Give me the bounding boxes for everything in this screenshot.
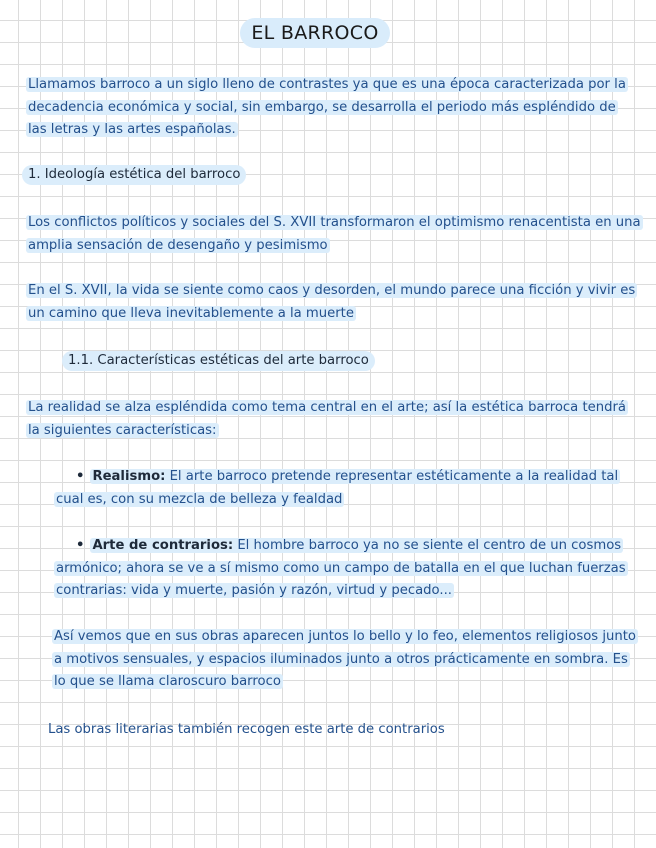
section-heading-ideologia: 1. Ideología estética del barroco (22, 165, 246, 185)
bullet-realismo (54, 466, 634, 511)
bullet-dot-icon: • (76, 469, 85, 484)
bullet-term: Realismo: (92, 469, 166, 484)
subsection-paragraph2 (52, 626, 636, 694)
subsection-paragraph-text: La realidad se alza espléndida como tema central en el arte; así la estética barroca tendrá la siguientes características: (28, 400, 626, 438)
section1-paragraph2-text: En el S. XVII, la vida se siente como caos y desorden, el mundo parece una ficción y vivir es un camino que lleva inevitablemente a la muerte (28, 283, 636, 321)
subsection-paragraph2-text: Así vemos que en sus obras aparecen juntos lo bello y lo feo, elementos religiosos junto a motivos sensuales, y espacios iluminados junto a otros prácticamente en sombra. Es lo que se llama claroscuro barroco (54, 629, 636, 689)
section1-paragraph2 (26, 280, 636, 325)
page-title: EL BARROCO (240, 18, 390, 48)
bullet-text: El hombre barroco ya no se siente el centro de un cosmos armónico; ahora se ve a sí mismo como un campo de batalla en el que luchan fuerzas contrarias: vida y muerte, pasión y razón, virtud y pecado... (56, 538, 626, 598)
bullet-dot-icon: • (76, 538, 85, 553)
subsection-paragraph3-text: Las obras literarias también recogen este arte de contrarios (48, 722, 445, 737)
intro-paragraph (26, 74, 632, 142)
section1-paragraph1 (26, 212, 644, 257)
intro-text: Llamamos barroco a un siglo lleno de contrastes ya que es una época caracterizada por la decadencia económica y social, sin embargo, se desarrolla el periodo más espléndido de las letras y las artes españolas. (28, 77, 626, 137)
subsection-paragraph (26, 397, 636, 442)
subsection-heading-caracteristicas: 1.1. Características estéticas del arte barroco (62, 351, 375, 371)
bullet-arte-de-contrarios (54, 535, 634, 603)
bullet-term: Arte de contrarios: (92, 538, 234, 553)
section1-paragraph1-text: Los conflictos políticos y sociales del S. XVII transformaron el optimismo renacentista en una amplia sensación de desengaño y pesimismo (28, 215, 641, 253)
subsection-paragraph3 (48, 719, 632, 742)
bullet-text: El arte barroco pretende representar estéticamente a la realidad tal cual es, con su mezcla de belleza y fealdad (56, 469, 619, 507)
